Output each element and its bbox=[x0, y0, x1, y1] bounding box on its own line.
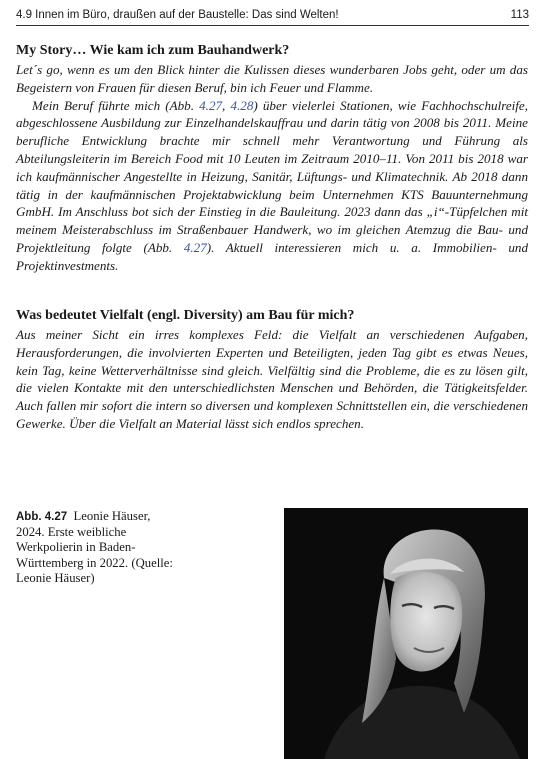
text-run: Mein Beruf führte mich (Abb. bbox=[32, 97, 200, 113]
figure-link-4-27[interactable]: 4.27 bbox=[199, 97, 223, 113]
caption-line: Württemberg in 2022. (Quelle: bbox=[16, 555, 173, 570]
text-run: , bbox=[222, 97, 231, 113]
section-heading: Was bedeutet Vielfalt (engl. Diversity) am Bau für mich? bbox=[16, 308, 355, 323]
running-header bbox=[16, 5, 529, 25]
text-run: ). Aktuell interessieren mich u. a. Immobilien- und Projektinvestments. bbox=[16, 239, 528, 273]
caption-line: Leonie Häuser, bbox=[73, 509, 151, 523]
portrait-illustration bbox=[284, 508, 528, 759]
caption-line: 2024. Erste weibliche bbox=[16, 525, 127, 540]
portrait-photo bbox=[284, 508, 528, 759]
career-paragraph bbox=[16, 97, 528, 275]
header-section-title: 4.9 Innen im Büro, draußen auf der Baustelle: Das sind Welten! bbox=[16, 9, 339, 21]
section-my-story bbox=[16, 42, 528, 275]
diversity-paragraph: Aus meiner Sicht ein irres komplexes Feld: die Vielfalt an verschiedenen Aufgaben, Herausforderungen, die involvierten Experten und Beteiligten, jeden Tag gibt es etwas Neues, kein Tag, keine Wetterverhältnisse sind gleich. Vielfältig sind die Probleme, die es zu lösen gilt, die vielen Kontakte mit den unterschiedlichsten Menschen und Behörden, die Tätigkeitsfelder. Auch fallen mir sofort die intern so diversen und komplexen Schnittstellen ein, die verschiedenen Gewerke. Über die Vielfalt an Material lässt sich endlos sprechen. bbox=[16, 327, 528, 431]
section-heading: My Story… Wie kam ich zum Bauhandwerk? bbox=[16, 43, 290, 58]
page-number: 113 bbox=[510, 9, 529, 21]
figure-link-4-28[interactable]: 4.28 bbox=[230, 97, 254, 113]
figure-label: Abb. 4.27 bbox=[16, 511, 68, 523]
caption-line: Leonie Häuser) bbox=[16, 570, 95, 585]
figure-link-4-27[interactable]: 4.27 bbox=[183, 239, 207, 255]
intro-paragraph: Let´s go, wenn es um den Blick hinter die Kulissen dieses wunderbaren Jobs geht, oder um das Begeistern von Frauen für diesen Beruf, bin ich Feuer und Flamme. bbox=[16, 62, 528, 95]
section-diversity bbox=[16, 307, 528, 433]
caption-line: Werkpolierin in Baden- bbox=[16, 540, 136, 555]
header-rule bbox=[16, 25, 529, 26]
text-run: ) über vielerlei Stationen, wie Fachhochschulreife, abgeschlossene Ausbildung zur Einzelhandelskauffrau und darin tätig von 2008 bis 2011. Meine berufliche Entwicklung brachte mir schnell mehr Verantwortung und Führung als Abteilungsleiterin im Bereich Food mit 10 Leuten im Zeitraum 2010–11. Von 2011 bis 2018 war ich kaufmännischer Angestellte in Heizung, Sanitär, Lüftungs- und Klimatechnik. Ab 2018 dann tätig in der kaufmännischen Projektabwicklung beim Unternehmen KTS Bauunternehmung GmbH. Im Anschluss bot sich der Einstieg in die Bauleitung. 2023 dann das „i“-Tüpfelchen mit meinem Meisterabschluss im Straßenbauer Handwerk, wo im gleichen Atemzug die Bau- und Projektleitung folgte (Abb. bbox=[16, 97, 528, 255]
figure-caption bbox=[16, 509, 266, 586]
